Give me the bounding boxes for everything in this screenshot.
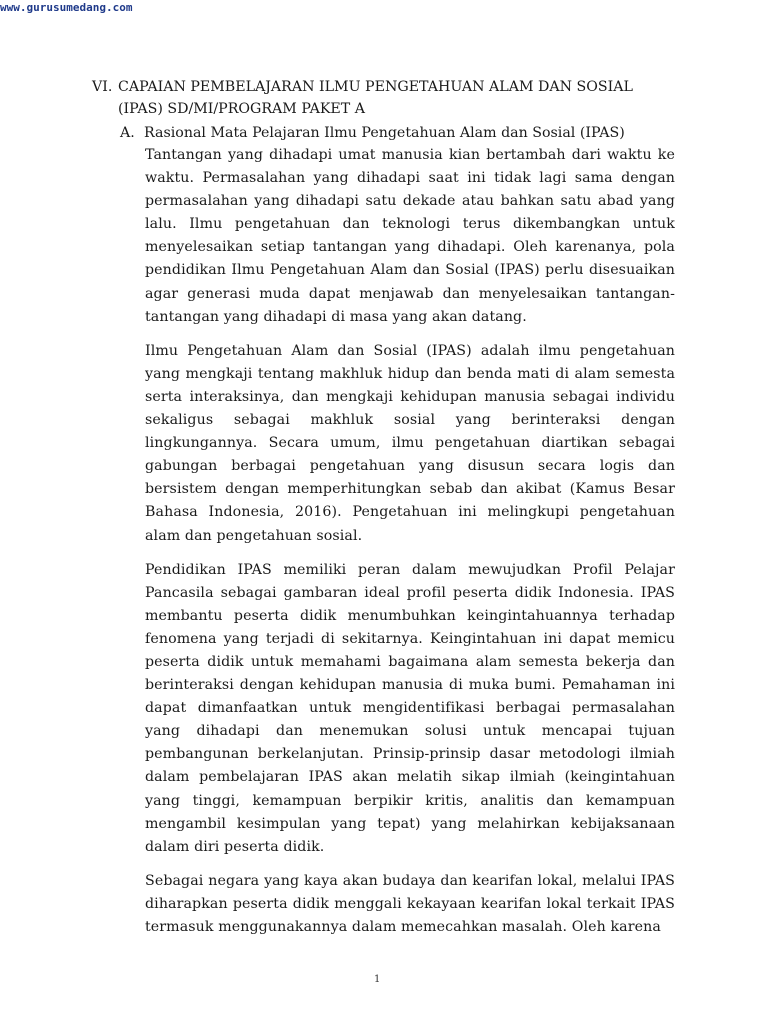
paragraph: Sebagai negara yang kaya akan budaya dan kearifan lokal, melalui IPAS diharapkan peserta didik menggali kekayaan kearifan lokal terkait IPAS termasuk menggunakannya dalam memecahkan masalah. Oleh karena xyxy=(145,872,675,935)
paragraph: Ilmu Pengetahuan Alam dan Sosial (IPAS) adalah ilmu pengetahuan yang mengkaji tentang makhluk hidup dan benda mati di alam semesta serta interaksinya, dan mengkaji kehidupan manusia sebagai individu sekaligus sebagai makhluk sosial yang berinteraksi dengan lingkungannya. Secara umum, ilmu pengetahuan diartikan sebagai gabungan berbagai pengetahuan yang disusun secara logis dan bersistem dengan memperhitungkan sebab dan akibat (Kamus Besar Bahasa Indonesia, 2016). Pengetahuan ini melingkupi pengetahuan alam dan pengetahuan sosial. xyxy=(145,342,675,544)
subsection-heading xyxy=(120,122,680,144)
paragraph: Tantangan yang dihadapi umat manusia kian bertambah dari waktu ke waktu. Permasalahan yang dihadapi saat ini tidak lagi sama dengan permasalahan yang dihadapi satu dekade atau bahkan satu abad yang lalu. Ilmu pengetahuan dan teknologi terus dikembangkan untuk menyelesaikan setiap tantangan yang dihadapi. Oleh karenanya, pola pendidikan Ilmu Pengetahuan Alam dan Sosial (IPAS) perlu disesuaikan agar generasi muda dapat menjawab dan menyelesaikan tantangan-tantangan yang dihadapi di masa yang akan datang. xyxy=(145,147,675,325)
watermark-url: www.gurusumedang.com xyxy=(0,1,133,14)
subsection-title: Rasional Mata Pelajaran Ilmu Pengetahuan Alam dan Sosial (IPAS) xyxy=(144,125,625,141)
section-title-line1: CAPAIAN PEMBELAJARAN ILMU PENGETAHUAN ALAM DAN SOSIAL xyxy=(118,79,633,95)
section-heading xyxy=(92,76,692,120)
page-number: 1 xyxy=(374,974,381,985)
section-number: VI. xyxy=(92,79,113,95)
subsection-letter: A. xyxy=(120,125,135,141)
body-text xyxy=(145,144,675,950)
paragraph: Pendidikan IPAS memiliki peran dalam mewujudkan Profil Pelajar Pancasila sebagai gambaran ideal profil peserta didik Indonesia. IPAS membantu peserta didik menumbuhkan keingintahuannya terhadap fenomena yang terjadi di sekitarnya. Keingintahuan ini dapat memicu peserta didik untuk memahami bagaimana alam semesta bekerja dan berinteraksi dengan kehidupan manusia di muka bumi. Pemahaman ini dapat dimanfaatkan untuk mengidentifikasi berbagai permasalahan yang dihadapi dan menemukan solusi untuk mencapai tujuan pembangunan berkelanjutan. Prinsip-prinsip dasar metodologi ilmiah dalam pembelajaran IPAS akan melatih sikap ilmiah (keingintahuan yang tinggi, kemampuan berpikir kritis, analitis dan kemampuan mengambil kesimpulan yang tepat) yang melahirkan kebijaksanaan dalam diri peserta didik. xyxy=(145,561,675,855)
section-title-line2: (IPAS) SD/MI/PROGRAM PAKET A xyxy=(118,101,365,117)
